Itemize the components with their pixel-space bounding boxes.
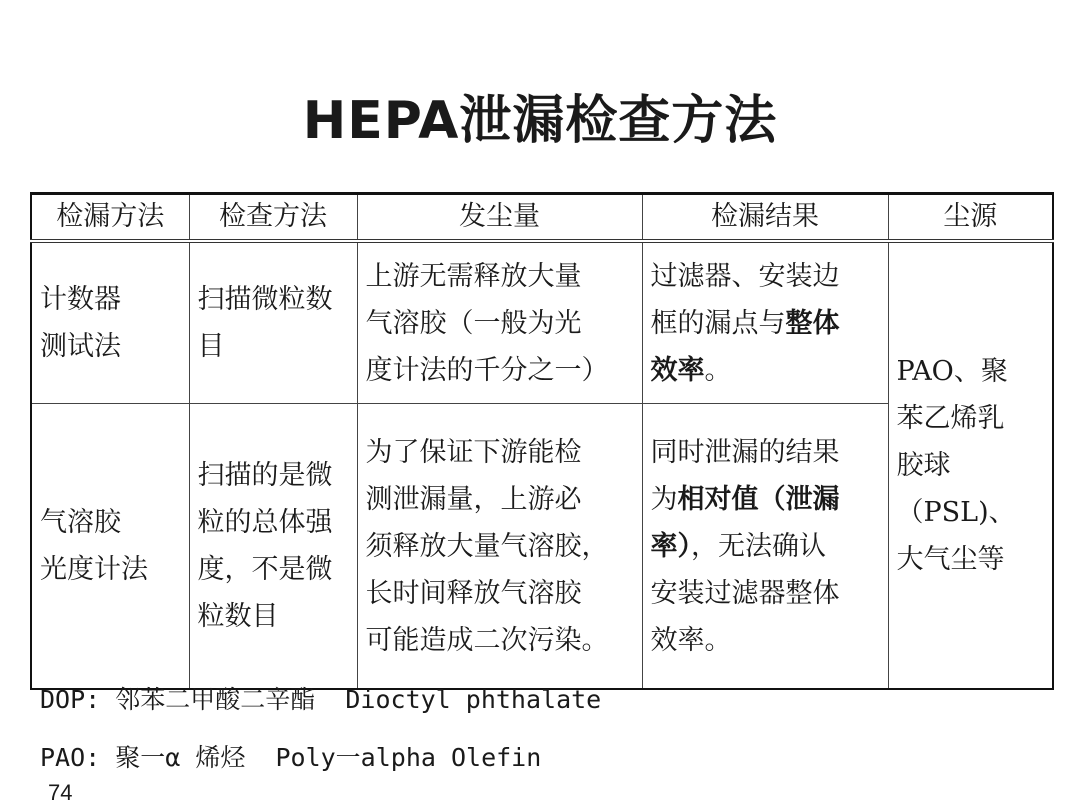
header-cell: 检漏方法 — [31, 194, 189, 242]
page-title: HEPA泄漏检查方法 — [302, 91, 778, 151]
cell-line: 粒数目 — [197, 601, 279, 632]
cell-line: 可能造成二次污染。 — [365, 624, 609, 656]
header-cell: 检漏结果 — [642, 194, 888, 242]
cell-line: 效率。 — [650, 624, 732, 656]
cell-line — [651, 476, 880, 523]
source-cell — [888, 241, 1053, 689]
cell-line: 过滤器、安装边 — [650, 260, 840, 292]
dust-cell — [357, 241, 642, 404]
cell-line: 为了保证下游能检 — [365, 436, 582, 468]
cell-line: 测试法 — [40, 331, 121, 362]
cell-line: 长时间释放气溶胶 — [365, 577, 582, 609]
header-cell: 尘源 — [888, 194, 1053, 242]
cell-line — [651, 523, 880, 570]
table-header-row — [31, 194, 1053, 242]
dop-note: DOP: 邻苯二甲酸二辛酯 Dioctyl phthalate — [40, 685, 602, 714]
header-cell: 检查方法 — [189, 194, 357, 242]
cell-line: 上游无需释放大量 — [365, 260, 582, 292]
cell-line: 度，不是微 — [197, 554, 333, 585]
cell-line: （PSL)、 — [896, 497, 1016, 528]
check-cell — [189, 241, 357, 404]
cell-line: 须释放大量气溶胶， — [365, 530, 609, 562]
result-cell — [642, 404, 888, 690]
cell-line: 同时泄漏的结果 — [650, 436, 840, 468]
cell-line: PAO、聚 — [896, 356, 1008, 387]
page-number: 74 — [48, 780, 73, 805]
dust-cell — [357, 404, 642, 690]
cell-line: 气溶胶（一般为光 — [365, 307, 582, 339]
cell-line — [651, 300, 880, 347]
result-text: 为 — [650, 483, 678, 515]
result-emphasis: 率） — [650, 530, 691, 562]
cell-line: 粒的总体强 — [197, 507, 333, 538]
header-cell: 发尘量 — [357, 194, 642, 242]
result-emphasis: 效率 — [650, 354, 705, 386]
check-cell — [189, 404, 357, 690]
cell-line — [651, 347, 880, 394]
cell-line: 气溶胶 — [40, 507, 121, 538]
pao-note: PAO: 聚一α 烯烃 Poly一alpha Olefin — [40, 743, 542, 772]
result-cell — [642, 241, 888, 404]
result-text: 框的漏点与 — [650, 307, 786, 339]
cell-line: 胶球 — [896, 450, 951, 481]
method-cell — [31, 404, 189, 690]
result-text: ，无法确认 — [691, 530, 826, 562]
cell-line: 扫描微粒数 — [197, 284, 333, 315]
cell-line: 度计法的千分之一） — [365, 354, 609, 386]
leak-test-table — [30, 192, 1054, 690]
cell-line: 安装过滤器整体 — [650, 577, 840, 609]
cell-line: 大气尘等 — [896, 544, 1005, 575]
result-emphasis: 整体 — [785, 307, 840, 339]
cell-line: 计数器 — [40, 284, 121, 315]
result-text: 。 — [704, 354, 732, 386]
cell-line: 扫描的是微 — [197, 460, 333, 491]
cell-line: 苯乙烯乳 — [896, 403, 1005, 434]
cell-line: 光度计法 — [40, 554, 148, 585]
result-emphasis: 相对值（泄漏 — [677, 483, 840, 515]
table-row — [31, 241, 1053, 404]
cell-line: 目 — [197, 331, 225, 362]
method-cell — [31, 241, 189, 404]
cell-line: 测泄漏量，上游必 — [365, 483, 582, 515]
